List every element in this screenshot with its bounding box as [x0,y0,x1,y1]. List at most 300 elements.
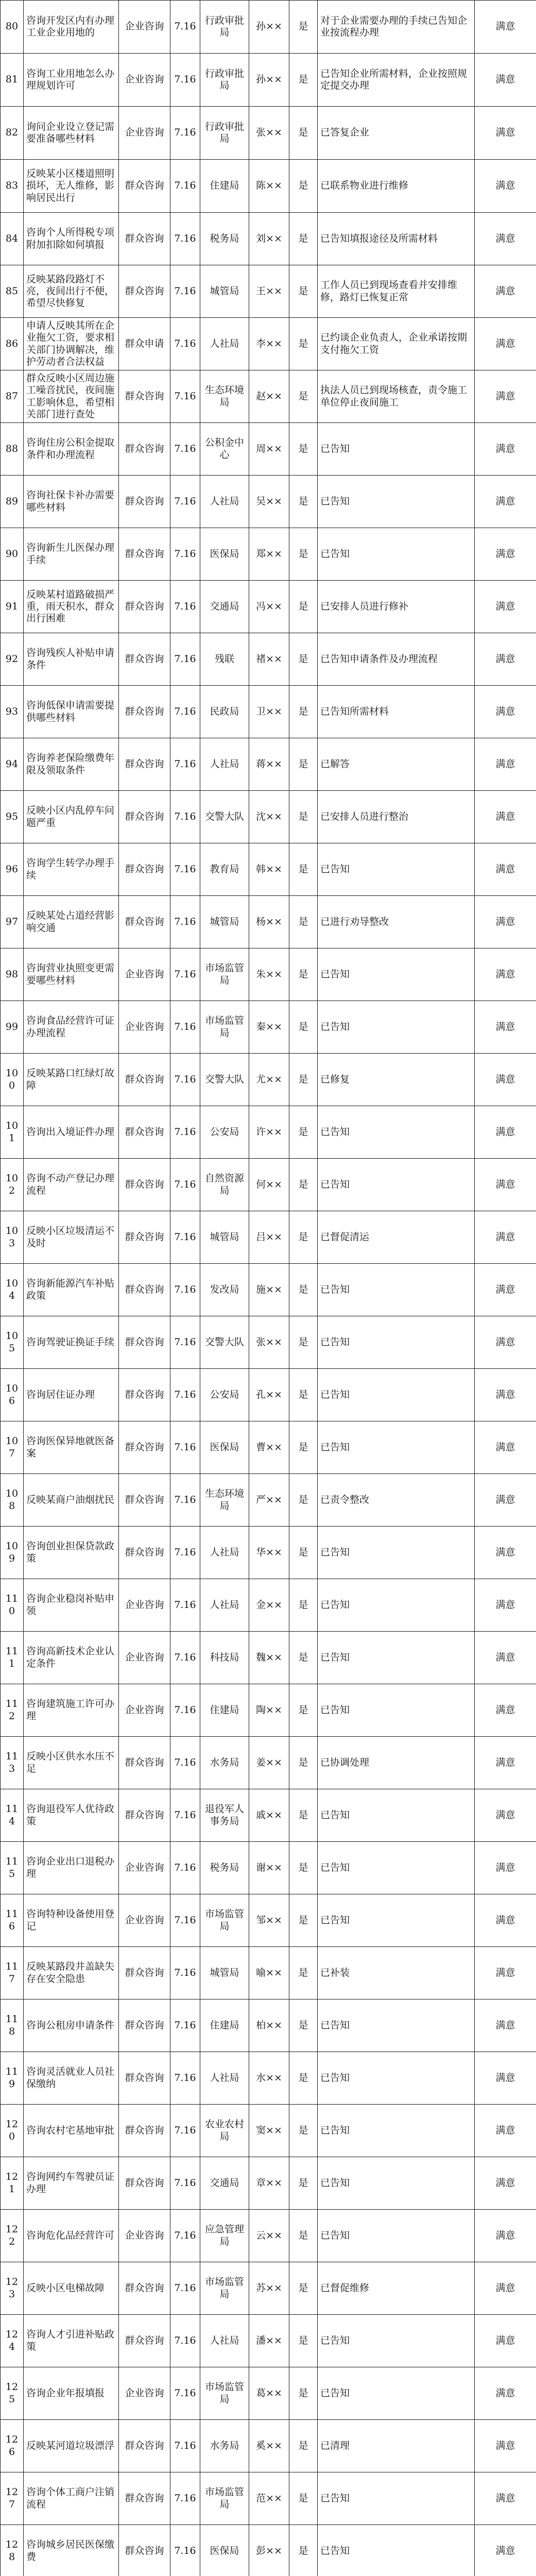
table-row [1,2157,536,2210]
request-date: 7.16 [170,1947,200,1999]
table-row [1,1894,536,1947]
table-row [1,1211,536,1264]
row-number: 88 [1,423,24,476]
request-source: 企业咨询 [119,1894,170,1947]
handling-result: 已责令整改 [318,1474,475,1527]
handler-name: 柏×× [249,1999,289,2052]
request-source: 群众咨询 [119,1054,170,1106]
request-date: 7.16 [170,2157,200,2210]
handler-name: 卫×× [249,686,289,738]
request-source: 企业咨询 [119,107,170,160]
handling-result: 已告知 [318,1684,475,1737]
table-row [1,2262,536,2315]
satisfaction-rating: 满意 [475,476,536,528]
request-content: 咨询个人所得税专项附加扣除如何填报 [24,213,119,265]
request-content: 询问企业设立登记需要准备哪些材料 [24,107,119,160]
row-number: 93 [1,686,24,738]
completion-status: 是 [289,2315,318,2367]
handling-department: 民政局 [200,686,249,738]
completion-status: 是 [289,423,318,476]
request-source: 企业咨询 [119,1842,170,1894]
completion-status: 是 [289,318,318,370]
satisfaction-rating: 满意 [475,1421,536,1474]
completion-status: 是 [289,1579,318,1632]
handling-department: 发改局 [200,1264,249,1316]
completion-status: 是 [289,2052,318,2105]
request-source: 群众咨询 [119,423,170,476]
handling-department: 自然资源局 [200,1159,249,1211]
handling-department: 农业农村局 [200,2105,249,2157]
request-content: 咨询医保异地就医备案 [24,1421,119,1474]
request-content: 咨询个体工商户注销流程 [24,2472,119,2525]
request-source: 群众咨询 [119,2262,170,2315]
handling-result: 已协调处理 [318,1737,475,1789]
completion-status: 是 [289,1684,318,1737]
request-source: 群众咨询 [119,265,170,318]
request-date: 7.16 [170,1211,200,1264]
satisfaction-rating: 满意 [475,2525,536,2576]
request-content: 咨询公租房申请条件 [24,1999,119,2052]
request-content: 反映小区供水水压不足 [24,1737,119,1789]
handling-result: 已约谈企业负责人，企业承诺按期支付拖欠工资 [318,318,475,370]
request-content: 反映小区垃圾清运不及时 [24,1211,119,1264]
handling-result: 已告知 [318,843,475,896]
table-row [1,2525,536,2576]
handler-name: 王×× [249,265,289,318]
completion-status: 是 [289,948,318,1001]
completion-status: 是 [289,896,318,948]
handling-result: 已告知填报途径及所需材料 [318,213,475,265]
request-content: 咨询创业担保贷款政策 [24,1527,119,1579]
request-content: 咨询食品经营许可证办理流程 [24,1001,119,1054]
row-number: 97 [1,896,24,948]
handler-name: 张×× [249,1316,289,1369]
request-date: 7.16 [170,1999,200,2052]
row-number: 110 [1,1579,24,1632]
request-content: 反映某路口红绿灯故障 [24,1054,119,1106]
handler-name: 潘×× [249,2315,289,2367]
request-date: 7.16 [170,2472,200,2525]
request-source: 群众咨询 [119,633,170,686]
table-row [1,2210,536,2262]
request-content: 咨询学生转学办理手续 [24,843,119,896]
handling-result: 已告知 [318,2052,475,2105]
handling-result: 已告知 [318,476,475,528]
request-source: 企业咨询 [119,948,170,1001]
row-number: 109 [1,1527,24,1579]
handling-department: 应急管理局 [200,2210,249,2262]
handling-department: 城管局 [200,1947,249,1999]
handler-name: 严×× [249,1474,289,1527]
request-source: 群众咨询 [119,1106,170,1159]
completion-status: 是 [289,1369,318,1421]
completion-status: 是 [289,2105,318,2157]
request-source: 群众咨询 [119,1947,170,1999]
request-content: 申请人反映其所在企业拖欠工资，要求相关部门协调解决，维护劳动者合法权益 [24,318,119,370]
request-content: 咨询灵活就业人员社保缴纳 [24,2052,119,2105]
handling-department: 市场监管局 [200,1001,249,1054]
handling-department: 市场监管局 [200,2472,249,2525]
satisfaction-rating: 满意 [475,54,536,107]
handler-name: 朱×× [249,948,289,1001]
completion-status: 是 [289,213,318,265]
request-date: 7.16 [170,1737,200,1789]
handling-result: 已告知 [318,1264,475,1316]
request-source: 群众咨询 [119,1159,170,1211]
completion-status: 是 [289,1106,318,1159]
satisfaction-rating: 满意 [475,318,536,370]
request-date: 7.16 [170,2210,200,2262]
row-number: 114 [1,1789,24,1842]
row-number: 108 [1,1474,24,1527]
completion-status: 是 [289,686,318,738]
satisfaction-rating: 满意 [475,1527,536,1579]
request-source: 群众咨询 [119,686,170,738]
request-source: 群众咨询 [119,528,170,581]
satisfaction-rating: 满意 [475,1054,536,1106]
completion-status: 是 [289,54,318,107]
request-date: 7.16 [170,2262,200,2315]
table-row [1,1001,536,1054]
row-number: 121 [1,2157,24,2210]
table-row [1,791,536,843]
handling-result: 已进行劝导整改 [318,896,475,948]
handler-name: 张×× [249,107,289,160]
table-row [1,1632,536,1684]
request-date: 7.16 [170,528,200,581]
satisfaction-rating: 满意 [475,1,536,54]
request-source: 群众咨询 [119,2052,170,2105]
request-source: 群众咨询 [119,2315,170,2367]
request-date: 7.16 [170,423,200,476]
completion-status: 是 [289,1054,318,1106]
request-source: 群众咨询 [119,2472,170,2525]
completion-status: 是 [289,1947,318,1999]
handling-result: 已补装 [318,1947,475,1999]
satisfaction-rating: 满意 [475,2210,536,2262]
request-content: 反映小区电梯故障 [24,2262,119,2315]
satisfaction-rating: 满意 [475,423,536,476]
completion-status: 是 [289,265,318,318]
request-source: 企业咨询 [119,1,170,54]
completion-status: 是 [289,1789,318,1842]
handling-result: 已安排人员进行整治 [318,791,475,843]
request-content: 咨询农村宅基地审批 [24,2105,119,2157]
request-content: 咨询养老保险缴费年限及领取条件 [24,738,119,791]
handling-result: 已告知 [318,2525,475,2576]
table-row [1,2367,536,2420]
handling-department: 生态环境局 [200,370,249,423]
handling-department: 城管局 [200,896,249,948]
request-date: 7.16 [170,738,200,791]
handling-department: 交警大队 [200,791,249,843]
handling-result: 已告知 [318,1632,475,1684]
satisfaction-rating: 满意 [475,1369,536,1421]
request-source: 群众咨询 [119,2105,170,2157]
request-date: 7.16 [170,1474,200,1527]
request-date: 7.16 [170,1106,200,1159]
completion-status: 是 [289,2472,318,2525]
completion-status: 是 [289,1,318,54]
request-source: 群众咨询 [119,2157,170,2210]
handling-result: 工作人员已到现场查看并安排维修，路灯已恢复正常 [318,265,475,318]
handler-name: 姜×× [249,1737,289,1789]
completion-status: 是 [289,1211,318,1264]
request-content: 咨询网约车驾驶员证办理 [24,2157,119,2210]
row-number: 92 [1,633,24,686]
handler-name: 奚×× [249,2420,289,2472]
table-row [1,1947,536,1999]
row-number: 98 [1,948,24,1001]
handler-name: 戚×× [249,1789,289,1842]
satisfaction-rating: 满意 [475,1316,536,1369]
table-row [1,160,536,213]
row-number: 124 [1,2315,24,2367]
row-number: 96 [1,843,24,896]
request-date: 7.16 [170,1789,200,1842]
handling-department: 住建局 [200,1999,249,2052]
completion-status: 是 [289,1474,318,1527]
request-source: 企业咨询 [119,1632,170,1684]
row-number: 119 [1,2052,24,2105]
handler-name: 沈×× [249,791,289,843]
handler-name: 喻×× [249,1947,289,1999]
table-row [1,2105,536,2157]
completion-status: 是 [289,633,318,686]
request-date: 7.16 [170,107,200,160]
request-source: 群众咨询 [119,1421,170,1474]
completion-status: 是 [289,1894,318,1947]
request-date: 7.16 [170,2105,200,2157]
handling-department: 行政审批局 [200,54,249,107]
satisfaction-rating: 满意 [475,896,536,948]
handler-name: 孔×× [249,1369,289,1421]
request-date: 7.16 [170,633,200,686]
handler-name: 窦×× [249,2105,289,2157]
handling-result: 已告知 [318,1421,475,1474]
request-source: 群众咨询 [119,2420,170,2472]
handling-result: 已清理 [318,2420,475,2472]
request-source: 企业咨询 [119,1001,170,1054]
request-content: 反映小区内乱停车问题严重 [24,791,119,843]
request-source: 企业咨询 [119,1684,170,1737]
handling-result: 已告知 [318,1789,475,1842]
satisfaction-rating: 满意 [475,1684,536,1737]
request-date: 7.16 [170,1159,200,1211]
handling-result: 已告知 [318,2367,475,2420]
handler-name: 郑×× [249,528,289,581]
handler-name: 曹×× [249,1421,289,1474]
request-date: 7.16 [170,1842,200,1894]
request-date: 7.16 [170,843,200,896]
request-source: 群众咨询 [119,1999,170,2052]
row-number: 87 [1,370,24,423]
request-date: 7.16 [170,2367,200,2420]
satisfaction-rating: 满意 [475,2052,536,2105]
handling-result: 已告知 [318,1999,475,2052]
row-number: 84 [1,213,24,265]
table-row [1,54,536,107]
row-number: 81 [1,54,24,107]
satisfaction-rating: 满意 [475,370,536,423]
completion-status: 是 [289,1001,318,1054]
handling-department: 教育局 [200,843,249,896]
handling-result: 已告知 [318,948,475,1001]
handling-result: 已告知申请条件及办理流程 [318,633,475,686]
table-row [1,370,536,423]
satisfaction-rating: 满意 [475,160,536,213]
satisfaction-rating: 满意 [475,1737,536,1789]
row-number: 111 [1,1632,24,1684]
request-date: 7.16 [170,2420,200,2472]
request-content: 咨询城乡居民医保缴费 [24,2525,119,2576]
handler-name: 苏×× [249,2262,289,2315]
handler-name: 许×× [249,1106,289,1159]
request-content: 群众反映小区周边施工噪音扰民，夜间施工影响休息，希望相关部门进行查处 [24,370,119,423]
handler-name: 华×× [249,1527,289,1579]
satisfaction-rating: 满意 [475,2262,536,2315]
handling-department: 市场监管局 [200,2367,249,2420]
row-number: 102 [1,1159,24,1211]
handling-result: 已告知 [318,2105,475,2157]
row-number: 115 [1,1842,24,1894]
row-number: 125 [1,2367,24,2420]
handling-department: 科技局 [200,1632,249,1684]
satisfaction-rating: 满意 [475,213,536,265]
row-number: 85 [1,265,24,318]
table-row [1,738,536,791]
satisfaction-rating: 满意 [475,1211,536,1264]
request-source: 群众咨询 [119,160,170,213]
handling-department: 人社局 [200,2052,249,2105]
handler-name: 周×× [249,423,289,476]
completion-status: 是 [289,1316,318,1369]
handler-name: 冯×× [249,581,289,633]
handler-name: 邹×× [249,1894,289,1947]
row-number: 112 [1,1684,24,1737]
table-row [1,948,536,1001]
table-row [1,843,536,896]
satisfaction-rating: 满意 [475,1579,536,1632]
handling-result: 已告知 [318,1579,475,1632]
completion-status: 是 [289,1999,318,2052]
row-number: 120 [1,2105,24,2157]
request-date: 7.16 [170,1,200,54]
satisfaction-rating: 满意 [475,1106,536,1159]
row-number: 113 [1,1737,24,1789]
completion-status: 是 [289,843,318,896]
request-content: 咨询建筑施工许可办理 [24,1684,119,1737]
handling-department: 城管局 [200,1211,249,1264]
satisfaction-rating: 满意 [475,1894,536,1947]
handler-name: 李×× [249,318,289,370]
request-date: 7.16 [170,948,200,1001]
request-date: 7.16 [170,213,200,265]
handler-name: 章×× [249,2157,289,2210]
handler-name: 尤×× [249,1054,289,1106]
handler-name: 何×× [249,1159,289,1211]
handling-department: 交警大队 [200,1054,249,1106]
table-row [1,633,536,686]
table-row [1,1684,536,1737]
handler-name: 褚×× [249,633,289,686]
completion-status: 是 [289,2420,318,2472]
request-date: 7.16 [170,265,200,318]
handler-name: 韩×× [249,843,289,896]
row-number: 99 [1,1001,24,1054]
satisfaction-rating: 满意 [475,633,536,686]
request-content: 咨询低保申请需要提供哪些材料 [24,686,119,738]
table-row [1,1369,536,1421]
table-row [1,1264,536,1316]
handler-name: 秦×× [249,1001,289,1054]
handling-result: 已告知 [318,2315,475,2367]
handling-result: 已告知所需材料 [318,686,475,738]
handler-name: 云×× [249,2210,289,2262]
request-date: 7.16 [170,1001,200,1054]
table-row [1,265,536,318]
handler-name: 赵×× [249,370,289,423]
request-source: 群众咨询 [119,1474,170,1527]
handling-result: 已督促清运 [318,1211,475,1264]
handling-department: 医保局 [200,528,249,581]
handler-name: 范×× [249,2472,289,2525]
request-content: 咨询新生儿医保办理手续 [24,528,119,581]
handling-result: 已告知 [318,2472,475,2525]
satisfaction-rating: 满意 [475,1999,536,2052]
request-content: 反映某村道路破损严重，雨天积水，群众出行困难 [24,581,119,633]
request-source: 群众咨询 [119,581,170,633]
handling-result: 已告知 [318,1894,475,1947]
table-row [1,213,536,265]
handling-department: 人社局 [200,1579,249,1632]
handler-name: 杨×× [249,896,289,948]
satisfaction-rating: 满意 [475,1842,536,1894]
satisfaction-rating: 满意 [475,1947,536,1999]
handling-result: 已告知 [318,2210,475,2262]
row-number: 86 [1,318,24,370]
satisfaction-rating: 满意 [475,1632,536,1684]
row-number: 116 [1,1894,24,1947]
handling-department: 人社局 [200,738,249,791]
handling-department: 税务局 [200,213,249,265]
row-number: 106 [1,1369,24,1421]
handler-name: 吕×× [249,1211,289,1264]
request-source: 群众咨询 [119,2525,170,2576]
row-number: 104 [1,1264,24,1316]
request-source: 群众咨询 [119,1211,170,1264]
satisfaction-rating: 满意 [475,1264,536,1316]
handling-department: 市场监管局 [200,1894,249,1947]
request-source: 群众咨询 [119,370,170,423]
handling-department: 退役军人事务局 [200,1789,249,1842]
handling-result: 已安排人员进行修补 [318,581,475,633]
request-content: 咨询工业用地怎么办理规划许可 [24,54,119,107]
row-number: 128 [1,2525,24,2576]
handling-department: 人社局 [200,476,249,528]
table-row [1,1474,536,1527]
request-content: 反映某路段路灯不亮，夜间出行不便，希望尽快修复 [24,265,119,318]
table-row [1,1842,536,1894]
completion-status: 是 [289,1737,318,1789]
request-source: 企业咨询 [119,2210,170,2262]
completion-status: 是 [289,2367,318,2420]
satisfaction-rating: 满意 [475,528,536,581]
completion-status: 是 [289,2210,318,2262]
satisfaction-rating: 满意 [475,265,536,318]
completion-status: 是 [289,107,318,160]
satisfaction-rating: 满意 [475,2472,536,2525]
